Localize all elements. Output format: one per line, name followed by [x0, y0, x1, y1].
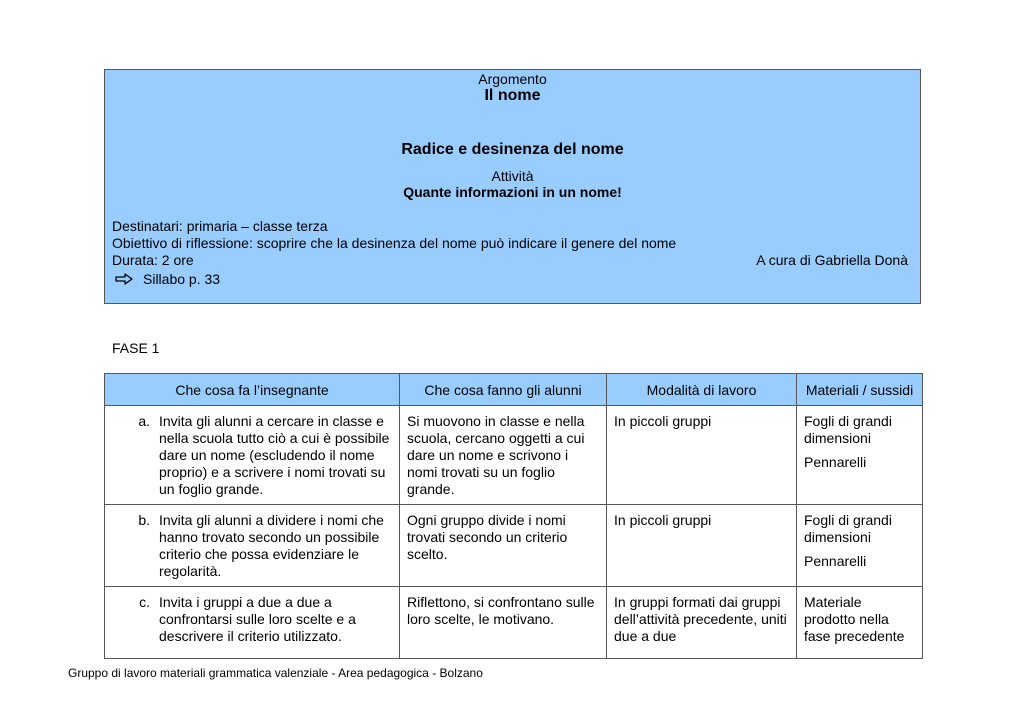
teacher-text: Invita i gruppi a due a due a confrontarsi sulle loro scelte e a descrivere il criterio utilizzato.	[159, 594, 356, 644]
column-header-mode: Modalità di lavoro	[607, 374, 797, 406]
column-header-materials: Materiali / sussidi	[797, 374, 923, 406]
column-header-students: Che cosa fanno gli alunni	[400, 374, 607, 406]
subtitle: Radice e desinenza del nome	[401, 141, 624, 158]
table-row	[105, 587, 923, 659]
activity-table	[104, 373, 923, 659]
duration-line: Durata: 2 ore	[112, 252, 194, 268]
syllabus-reference	[115, 271, 220, 287]
item-letter: a.	[138, 413, 150, 429]
column-header-teacher: Che cosa fa l’insegnante	[105, 374, 400, 406]
topic-label: Argomento	[478, 71, 547, 87]
right-arrow-icon	[115, 273, 133, 285]
item-letter: c.	[139, 594, 150, 610]
table-row	[105, 505, 923, 587]
author-credit: A cura di Gabriella Donà	[756, 252, 908, 268]
students-cell: Si muovono in classe e nella scuola, cercano oggetti a cui dare un nome e scrivono i nomi trovati su un foglio grande.	[400, 406, 607, 505]
activity-title: Quante informazioni in un nome!	[403, 184, 622, 200]
material-item: Fogli di grandi dimensioni	[804, 512, 892, 545]
teacher-cell	[105, 406, 400, 505]
activity-label: Attività	[491, 168, 534, 184]
materials-cell	[797, 406, 923, 505]
footer-text: Gruppo di lavoro materiali grammatica valenziale - Area pedagogica - Bolzano	[68, 666, 483, 680]
table-header-row	[105, 374, 923, 406]
topic-title: Il nome	[484, 87, 541, 104]
material-item: Materiale prodotto nella fase precedente	[804, 594, 905, 644]
mode-cell: In piccoli gruppi	[607, 406, 797, 505]
mode-cell: In gruppi formati dai gruppi dell’attività precedente, uniti due a due	[607, 587, 797, 659]
teacher-text: Invita gli alunni a cercare in classe e nella scuola tutto ciò a cui è possibile dare un nome (escludendo il nome proprio) e a scrivere i nomi trovati su un foglio grande.	[159, 413, 390, 497]
teacher-cell	[105, 505, 400, 587]
activity-header-box	[104, 69, 921, 304]
teacher-text: Invita gli alunni a dividere i nomi che hanno trovato secondo un possibile criterio che possa evidenziare le regolarità.	[159, 512, 384, 579]
students-cell: Riflettono, si confrontano sulle loro scelte, le motivano.	[400, 587, 607, 659]
material-item: Fogli di grandi dimensioni	[804, 413, 892, 446]
students-cell: Ogni gruppo divide i nomi trovati secondo un criterio scelto.	[400, 505, 607, 587]
table-row	[105, 406, 923, 505]
recipients-line: Destinatari: primaria – classe terza	[112, 218, 328, 234]
syllabus-label: Sillabo p. 33	[143, 271, 221, 287]
material-item: Pennarelli	[804, 553, 867, 569]
objective-line: Obiettivo di riflessione: scoprire che la desinenza del nome può indicare il genere del nome	[112, 235, 677, 251]
materials-cell	[797, 587, 923, 659]
phase-label: FASE 1	[112, 340, 160, 356]
teacher-cell	[105, 587, 400, 659]
materials-cell	[797, 505, 923, 587]
mode-cell: In piccoli gruppi	[607, 505, 797, 587]
material-item: Pennarelli	[804, 454, 867, 470]
item-letter: b.	[138, 512, 150, 528]
